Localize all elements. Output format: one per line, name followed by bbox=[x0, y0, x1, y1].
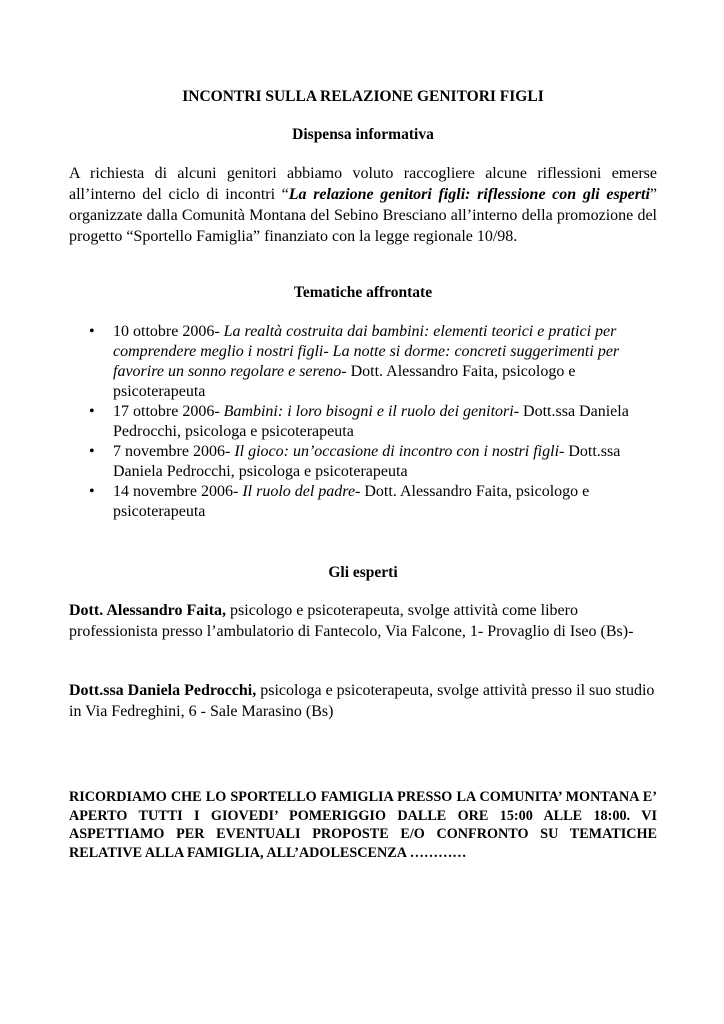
intro-text-end: ” organizzate dalla Comunità Montana del Sebino Bresciano all’interno della promozione del progetto “Sportello Famiglia” finanziato con la legge regionale 10/98. bbox=[69, 186, 658, 245]
expert-name: Dott.ssa Daniela Pedrocchi, bbox=[69, 682, 257, 699]
expert-entry bbox=[69, 600, 657, 642]
topics-list bbox=[89, 322, 669, 522]
intro-text-start: A richiesta di alcuni genitori abbiamo voluto raccogliere alcune riflessioni emerse all’interno del ciclo di incontri “ bbox=[69, 165, 657, 203]
topic-speaker: Dott.ssa Daniela Pedrocchi, psicologa e psicoterapeuta bbox=[113, 403, 629, 440]
expert-entry bbox=[69, 680, 657, 722]
document-title: INCONTRI SULLA RELAZIONE GENITORI FIGLI bbox=[182, 88, 544, 105]
expert-name: Dott. Alessandro Faita, bbox=[69, 602, 227, 619]
topic-speaker: Dott.ssa Daniela Pedrocchi, psicologa e psicoterapeuta bbox=[113, 443, 621, 480]
topic-speaker: Dott. Alessandro Faita, psicologo e psicoterapeuta bbox=[113, 483, 590, 520]
experts-heading: Gli esperti bbox=[328, 564, 398, 581]
bullet-icon: • bbox=[89, 403, 95, 420]
topics-heading: Tematiche affrontate bbox=[293, 284, 433, 301]
topic-title: Bambini: i loro bisogni e il ruolo dei genitori- bbox=[223, 403, 520, 420]
topic-date: 14 novembre 2006- bbox=[113, 483, 243, 500]
bullet-icon: • bbox=[89, 323, 95, 340]
list-item bbox=[89, 442, 669, 482]
opening-hours-notice: RICORDIAMO CHE LO SPORTELLO FAMIGLIA PRESSO LA COMUNITA’ MONTANA E’ APERTO TUTTI I GIOVEDI’ POMERIGGIO DALLE ORE 15:00 ALLE 18:00. VI ASPETTIAMO PER EVENTUALI PROPOSTE E/O CONFRONTO SU TEMATICHE RELATIVE ALLA FAMIGLIA, ALL’ADOLESCENZA ………… bbox=[69, 789, 657, 861]
bullet-icon: • bbox=[89, 483, 95, 500]
list-item bbox=[89, 402, 669, 442]
intro-emphasis: La relazione genitori figli: riflessione con gli esperti bbox=[288, 186, 650, 203]
document-subtitle: Dispensa informativa bbox=[292, 126, 434, 143]
topic-date: 10 ottobre 2006- bbox=[113, 323, 224, 340]
topic-title: Il gioco: un’occasione di incontro con i nostri figli- bbox=[234, 443, 565, 460]
topic-date: 17 ottobre 2006- bbox=[113, 403, 224, 420]
intro-paragraph bbox=[69, 163, 657, 247]
expert-description: psicologo e psicoterapeuta, svolge attività come libero professionista presso l’ambulatorio di Fantecolo, Via Falcone, 1- Provaglio di Iseo (Bs)- bbox=[69, 602, 634, 640]
expert-description: psicologa e psicoterapeuta, svolge attività presso il suo studio in Via Fedreghini, 6 - Sale Marasino (Bs) bbox=[69, 682, 655, 720]
topic-date: 7 novembre 2006- bbox=[113, 443, 235, 460]
topic-title: Il ruolo del padre- bbox=[242, 483, 361, 500]
topic-speaker: Dott. Alessandro Faita, psicologo e psicoterapeuta bbox=[113, 363, 576, 400]
topic-title: La realtà costruita dai bambini: elementi teorici e pratici per comprendere meglio i nostri figli- La notte si dorme: concreti suggerimenti per favorire un sonno regolare e sereno- bbox=[113, 323, 620, 380]
list-item bbox=[89, 322, 669, 402]
bullet-icon: • bbox=[89, 443, 95, 460]
list-item bbox=[89, 482, 669, 522]
